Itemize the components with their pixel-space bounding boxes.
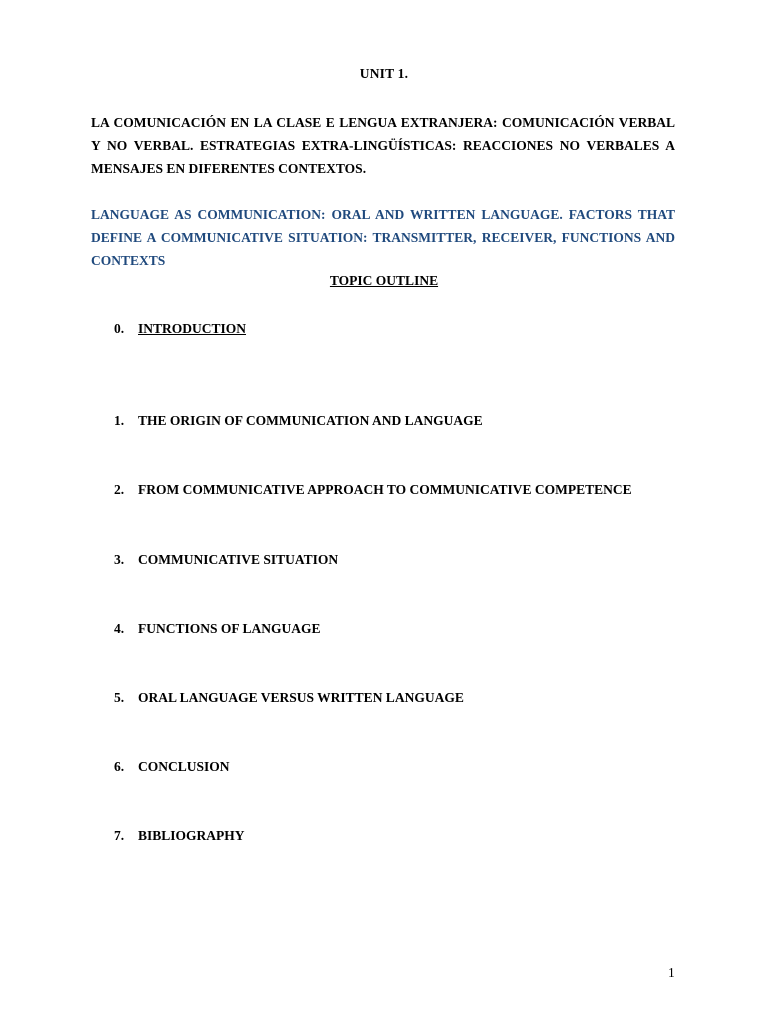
outline-item-communicative-situation [114, 552, 338, 568]
outline-item-label: CONCLUSION [138, 759, 230, 774]
outline-item-label: COMMUNICATIVE SITUATION [138, 552, 339, 567]
unit-title: UNIT 1. [359, 66, 409, 81]
outline-item-number: 1. [114, 413, 125, 428]
outline-item-oral-vs-written [114, 690, 464, 706]
outline-item-number: 3. [114, 552, 125, 567]
outline-item-communicative-approach [114, 482, 632, 498]
outline-item-label: FUNCTIONS OF LANGUAGE [138, 621, 321, 636]
outline-item-label: INTRODUCTION [138, 321, 247, 336]
outline-item-number: 2. [114, 482, 125, 497]
outline-item-number: 4. [114, 621, 125, 636]
outline-item-number: 6. [114, 759, 125, 774]
outline-item-conclusion [114, 759, 230, 775]
outline-item-label: BIBLIOGRAPHY [138, 828, 245, 843]
outline-item-label: ORAL LANGUAGE VERSUS WRITTEN LANGUAGE [138, 690, 464, 705]
outline-item-introduction [114, 321, 246, 337]
outline-item-number: 0. [114, 321, 125, 336]
outline-item-label: THE ORIGIN OF COMMUNICATION AND LANGUAGE [138, 413, 483, 428]
topic-outline-heading: TOPIC OUTLINE [329, 273, 439, 288]
page-number: 1 [668, 965, 675, 980]
outline-item-number: 7. [114, 828, 125, 843]
spanish-topic-title: LA COMUNICACIÓN EN LA CLASE E LENGUA EXTRANJERA: COMUNICACIÓN VERBAL Y NO VERBAL. ESTRATEGIAS EXTRA-LINGÜÍSTICAS: REACCIONES NO VERBALES A MENSAJES EN DIFERENTES CONTEXTOS. [91, 115, 675, 176]
outline-item-number: 5. [114, 690, 125, 705]
outline-item-functions [114, 621, 321, 637]
outline-item-label: FROM COMMUNICATIVE APPROACH TO COMMUNICATIVE COMPETENCE [138, 482, 632, 497]
outline-item-origin [114, 413, 483, 429]
outline-item-bibliography [114, 828, 245, 844]
english-topic-title: LANGUAGE AS COMMUNICATION: ORAL AND WRITTEN LANGUAGE. FACTORS THAT DEFINE A COMMUNICATIVE SITUATION: TRANSMITTER, RECEIVER, FUNCTIONS AND CONTEXTS [91, 207, 675, 268]
